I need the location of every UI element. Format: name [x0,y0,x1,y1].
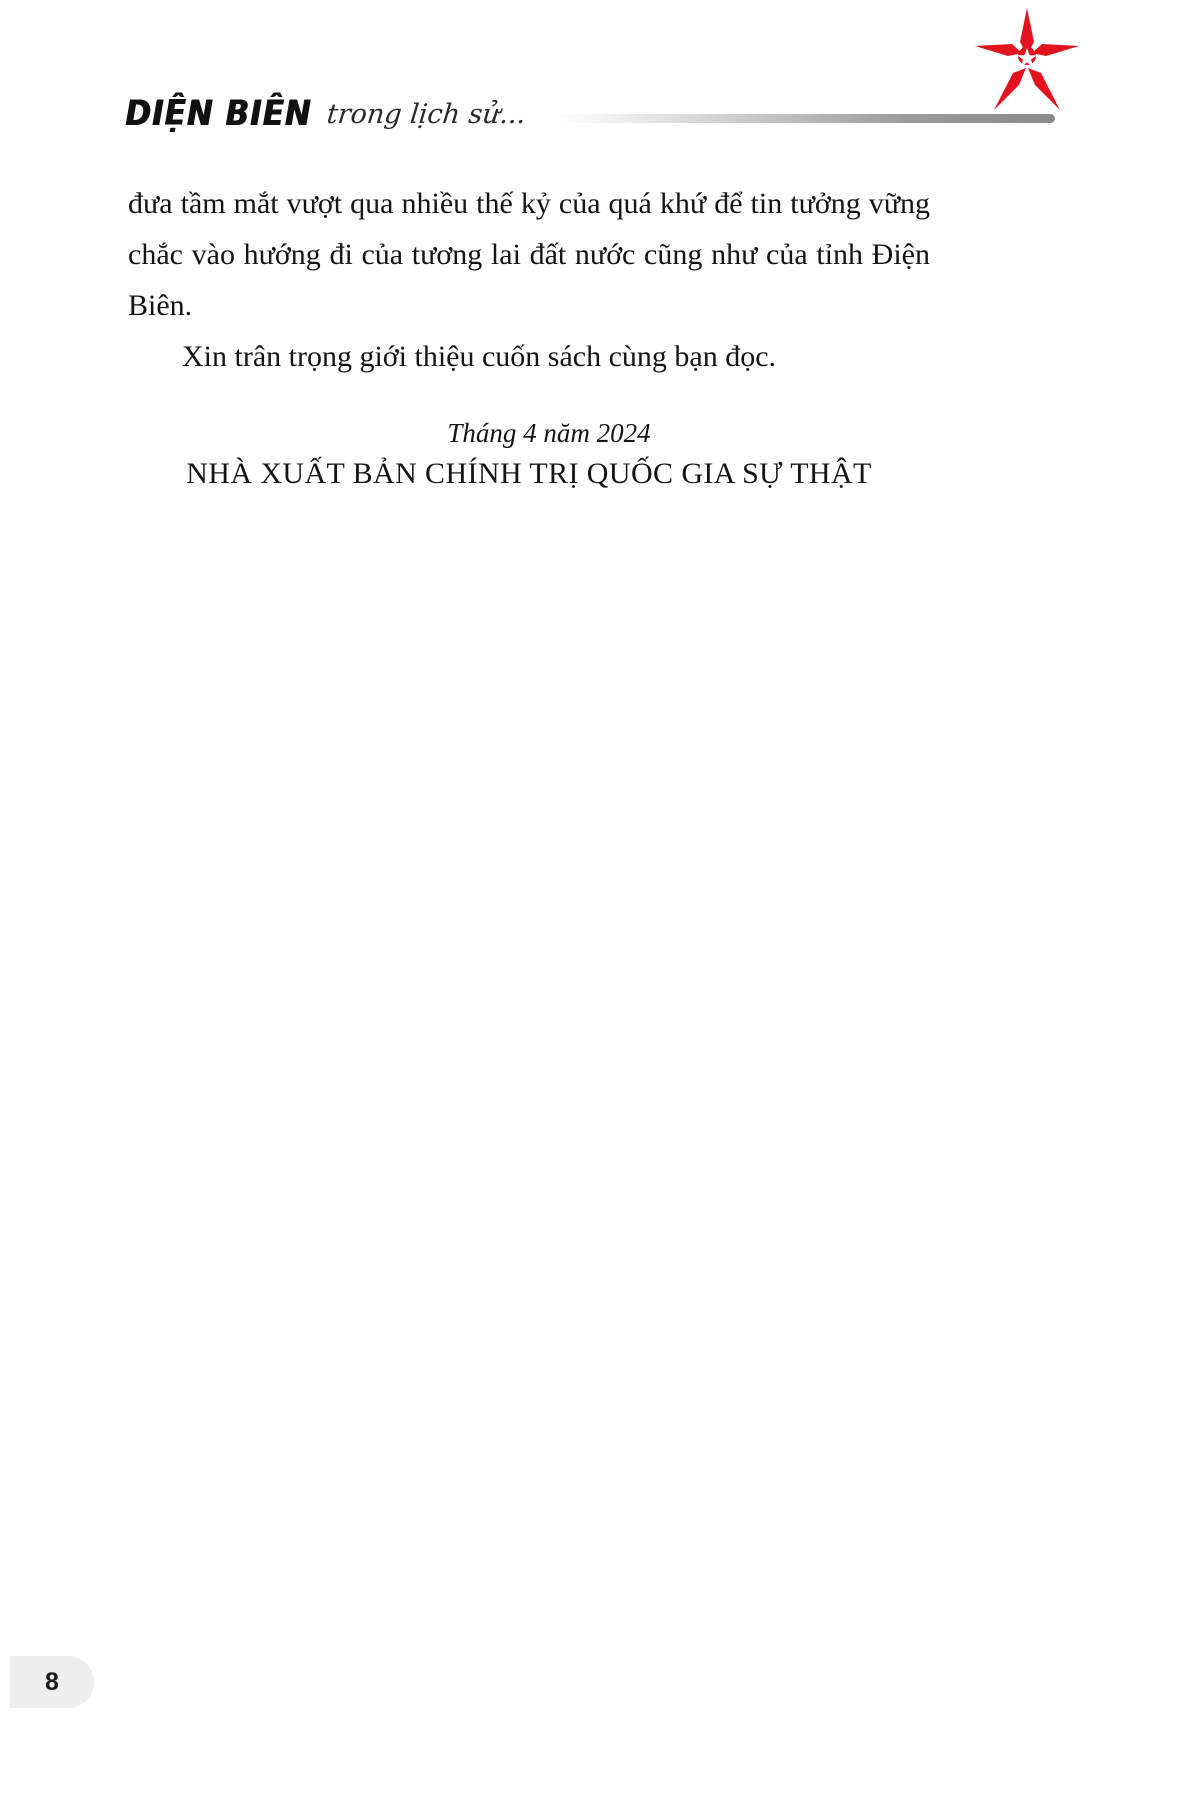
paragraph-2: Xin trân trọng giới thiệu cuốn sách cùng bạn đọc. [182,340,777,373]
paragraph-1: đưa tầm mắt vượt qua nhiều thế kỷ của quá khứ để tin tưởng vững chắc vào hướng đi của tương lai đất nước cũng như của tỉnh Điện Biên. [128,187,930,322]
page-number: 8 [45,1667,59,1696]
signature-block [128,418,930,491]
running-head-title: DIỆN BIÊN [125,93,312,135]
body-text [128,178,930,382]
signature-publisher: NHÀ XUẤT BẢN CHÍNH TRỊ QUỐC GIA SỰ THẬT [186,457,872,490]
running-head [125,86,1055,142]
running-head-rule [554,114,1055,123]
page-number-badge [10,1656,94,1708]
signature-date: Tháng 4 năm 2024 [447,418,651,448]
running-head-subtitle: trong lịch sử... [325,98,528,130]
